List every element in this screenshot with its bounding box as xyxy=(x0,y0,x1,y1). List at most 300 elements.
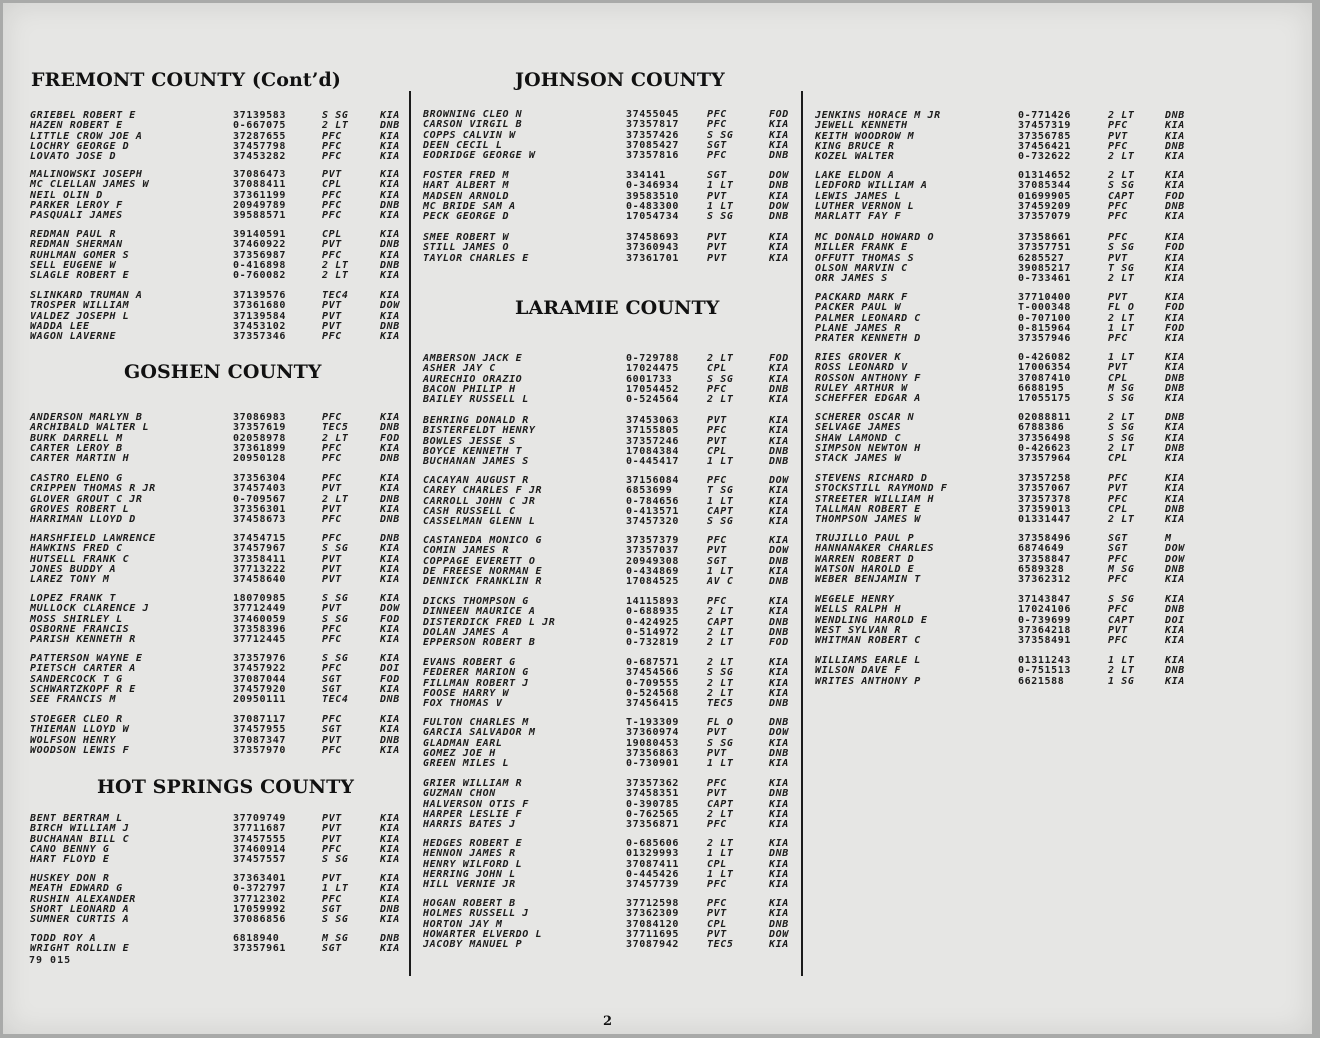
service-number: 37087347 xyxy=(233,734,286,746)
status: KIA xyxy=(1165,655,1185,666)
status: KIA xyxy=(769,505,789,517)
rank: SGT xyxy=(707,139,727,151)
rank: PFC xyxy=(1108,493,1128,505)
casualty-name: SANDERCOCK T G xyxy=(30,673,123,685)
rank: 2 LT xyxy=(1108,312,1135,324)
status: KIA xyxy=(380,574,400,585)
status: DNB xyxy=(769,445,789,457)
service-number: 0-390785 xyxy=(626,798,679,810)
service-number: 37357426 xyxy=(626,129,679,141)
service-number: 37360974 xyxy=(626,727,679,739)
rank: 2 LT xyxy=(1108,412,1135,423)
service-number: 0-760082 xyxy=(233,270,286,281)
service-number: 0-524568 xyxy=(626,687,679,699)
casualty-name: HOLMES RUSSELL J xyxy=(423,908,529,920)
service-number: 37363401 xyxy=(233,873,286,884)
rank: PFC xyxy=(1108,200,1128,212)
casualty-name: CARTER MARTIN H xyxy=(30,453,130,464)
casualty-name: EPPERSON ROBERT B xyxy=(423,637,536,648)
rank: M SG xyxy=(1108,563,1135,575)
service-number: 20949308 xyxy=(626,555,679,567)
rank: 1 LT xyxy=(1108,322,1135,334)
status: KIA xyxy=(1165,262,1185,274)
casualty-name: FOOSE HARRY W xyxy=(423,687,510,699)
rank: PFC xyxy=(322,140,342,152)
status: DNB xyxy=(1165,665,1185,677)
rank: FL O xyxy=(1108,302,1135,314)
casualty-name: PARISH KENNETH R xyxy=(30,634,136,645)
rank: PFC xyxy=(1108,553,1128,565)
casualty-name: ASHER JAY C xyxy=(423,363,496,375)
service-number: 37709749 xyxy=(233,813,286,824)
rank: TEC4 xyxy=(322,290,349,301)
casualty-name: COMIN JAMES R xyxy=(423,545,510,557)
status: KIA xyxy=(380,883,400,895)
rank: 2 LT xyxy=(707,353,734,364)
rank: PFC xyxy=(322,663,342,675)
casualty-name: GUZMAN CHON xyxy=(423,788,496,800)
service-number: 20950128 xyxy=(233,453,286,464)
status: DNB xyxy=(380,734,400,746)
status: KIA xyxy=(769,677,789,689)
status: KIA xyxy=(1165,180,1185,192)
casualty-name: LUTHER VERNON L xyxy=(815,200,915,212)
status: KIA xyxy=(380,210,400,221)
casualty-name: COPPS CALVIN W xyxy=(423,129,516,141)
casualty-name: DENNICK FRANKLIN R xyxy=(423,576,543,587)
status: DNB xyxy=(769,576,789,587)
service-number: 37357379 xyxy=(626,535,679,546)
casualty-name: OFFUTT THOMAS S xyxy=(815,252,915,264)
service-number: 0-426082 xyxy=(1018,352,1071,363)
service-number: 37356301 xyxy=(233,503,286,515)
status: KIA xyxy=(769,129,789,141)
status: DNB xyxy=(380,903,400,915)
casualty-name: PLANE JAMES R xyxy=(815,322,902,334)
service-number: 37361701 xyxy=(626,252,679,264)
service-number: 37357751 xyxy=(1018,242,1071,254)
status: DNB xyxy=(380,320,400,332)
status: DNB xyxy=(769,456,789,467)
status: DNB xyxy=(1165,412,1185,423)
status: KIA xyxy=(380,130,400,142)
service-number: 37357816 xyxy=(626,150,679,161)
status: KIA xyxy=(380,943,400,955)
service-number: 17055175 xyxy=(1018,393,1071,404)
casualty-name: STREETER WILLIAM H xyxy=(815,493,935,505)
casualty-name: MEATH EDWARD G xyxy=(30,883,123,895)
rank: PVT xyxy=(322,813,342,824)
rank: PVT xyxy=(707,788,727,800)
casualty-name: VALDEZ JOSEPH L xyxy=(30,310,130,322)
rank: PVT xyxy=(1108,130,1128,142)
casualty-name: REDMAN PAUL R xyxy=(30,229,117,240)
service-number: 0-733461 xyxy=(1018,273,1071,284)
service-number: 37456421 xyxy=(1018,140,1071,152)
rank: PVT xyxy=(1108,252,1128,264)
status: KIA xyxy=(380,873,400,884)
rank: SGT xyxy=(1108,533,1128,544)
rank: 1 LT xyxy=(1108,655,1135,666)
casualty-name: LAREZ TONY M xyxy=(30,574,110,585)
status: KIA xyxy=(769,687,789,699)
rank: AV C xyxy=(707,576,734,587)
casualty-name: KING BRUCE R xyxy=(815,140,895,152)
casualty-name: WADDA LEE xyxy=(30,320,90,332)
status: DNB xyxy=(380,199,400,211)
status: DOI xyxy=(1165,614,1185,626)
rank: 2 LT xyxy=(707,677,734,689)
casualty-name: DOLAN JAMES A xyxy=(423,626,510,638)
status: DNB xyxy=(769,211,789,222)
service-number: 0-524564 xyxy=(626,394,679,405)
rank: PVT xyxy=(707,727,727,739)
rank: PFC xyxy=(707,778,727,789)
rank: 2 LT xyxy=(322,120,349,132)
rank: PFC xyxy=(322,130,342,142)
service-number: 0-685606 xyxy=(626,838,679,849)
service-number: 37453282 xyxy=(233,151,286,162)
service-number: 37357964 xyxy=(1018,453,1071,464)
rank: T SG xyxy=(1108,262,1135,274)
rank: 2 LT xyxy=(1108,665,1135,677)
service-number: 0-815964 xyxy=(1018,322,1071,334)
service-number: 37084120 xyxy=(626,918,679,930)
column-divider-left xyxy=(409,91,411,976)
casualty-name: CAREY CHARLES F JR xyxy=(423,485,543,497)
service-number: 37357067 xyxy=(1018,483,1071,495)
rank: PFC xyxy=(707,109,727,120)
rank: 2 LT xyxy=(1108,170,1135,181)
casualty-name: WENDLING HAROLD E xyxy=(815,614,928,626)
service-number: 6818940 xyxy=(233,933,280,944)
casualty-name: SMEE ROBERT W xyxy=(423,232,510,243)
service-number: 6853699 xyxy=(626,485,673,497)
service-number: 0-751513 xyxy=(1018,665,1071,677)
status: KIA xyxy=(769,778,789,789)
casualty-name: JONES BUDDY A xyxy=(30,563,117,575)
service-number: 37087117 xyxy=(233,714,286,725)
status: KIA xyxy=(380,179,400,191)
rank: M SG xyxy=(322,933,349,944)
service-number: 0-771426 xyxy=(1018,110,1071,121)
status: KIA xyxy=(380,473,400,484)
service-number: 37356987 xyxy=(233,249,286,261)
casualty-name: SHAW LAMOND C xyxy=(815,432,902,444)
rank: PFC xyxy=(707,535,727,546)
status: KIA xyxy=(1165,432,1185,444)
status: KIA xyxy=(769,373,789,385)
service-number: 37357961 xyxy=(233,943,286,955)
status: KIA xyxy=(380,724,400,736)
service-number: 0-709567 xyxy=(233,493,286,505)
rank: CAPT xyxy=(707,616,734,628)
service-number: 37156084 xyxy=(626,475,679,486)
rank: PFC xyxy=(322,473,342,484)
status: DOW xyxy=(769,475,789,486)
service-number: 37087942 xyxy=(626,939,679,950)
service-number: 37460059 xyxy=(233,613,286,625)
service-number: 0-729788 xyxy=(626,353,679,364)
rank: CPL xyxy=(707,363,727,375)
rank: S SG xyxy=(322,110,349,121)
service-number: 0-514972 xyxy=(626,626,679,638)
status: KIA xyxy=(380,553,400,565)
rank: CPL xyxy=(322,229,342,240)
rank: CPL xyxy=(1108,503,1128,515)
status: DNB xyxy=(769,555,789,567)
casualty-name: TALLMAN ROBERT E xyxy=(815,503,921,515)
rank: S SG xyxy=(322,593,349,604)
status: KIA xyxy=(380,270,400,281)
casualty-name: GRIER WILLIAM R xyxy=(423,778,523,789)
service-number: 6688195 xyxy=(1018,382,1065,394)
rank: PFC xyxy=(322,623,342,635)
rank: 2 LT xyxy=(322,270,349,281)
service-number: 17006354 xyxy=(1018,362,1071,374)
rank: S SG xyxy=(322,653,349,664)
casualty-name: HART FLOYD E xyxy=(30,854,110,865)
status: KIA xyxy=(769,394,789,405)
service-number: 37362312 xyxy=(1018,574,1071,585)
casualty-name: WOODSON LEWIS F xyxy=(30,744,130,756)
service-number: 37457557 xyxy=(233,854,286,865)
status: DNB xyxy=(380,694,400,705)
service-number: 14115893 xyxy=(626,596,679,607)
county-heading: JOHNSON COUNTY xyxy=(515,69,725,91)
status: DNB xyxy=(380,453,400,464)
rank: PFC xyxy=(1108,211,1128,222)
rank: PVT xyxy=(322,734,342,746)
service-number: 37453102 xyxy=(233,320,286,332)
rank: PVT xyxy=(322,503,342,515)
casualty-name: FILLMAN ROBERT J xyxy=(423,677,529,689)
rank: PVT xyxy=(707,435,727,447)
status: KIA xyxy=(380,169,400,180)
service-number: 37087411 xyxy=(626,858,679,870)
casualty-name: TROSPER WILLIAM xyxy=(30,300,130,312)
service-number: 20949789 xyxy=(233,199,286,211)
rank: 2 LT xyxy=(322,259,349,271)
casualty-name: LOCHRY GEORGE D xyxy=(30,140,130,152)
service-number: 0-445417 xyxy=(626,456,679,467)
rank: CAPT xyxy=(707,505,734,517)
status: KIA xyxy=(1165,352,1185,363)
rank: 2 LT xyxy=(707,637,734,648)
status: DNB xyxy=(1165,110,1185,121)
status: KIA xyxy=(1165,483,1185,495)
service-number: 0-424925 xyxy=(626,616,679,628)
service-number: 39588571 xyxy=(233,210,286,221)
rank: S SG xyxy=(707,516,734,527)
service-number: 37287655 xyxy=(233,130,286,142)
status: KIA xyxy=(380,843,400,855)
status: KIA xyxy=(380,331,400,342)
casualty-name: TODD ROY A xyxy=(30,933,97,944)
status: KIA xyxy=(1165,624,1185,636)
rank: PFC xyxy=(707,475,727,486)
casualty-name: WILLIAMS EARLE L xyxy=(815,655,921,666)
status: KIA xyxy=(769,657,789,668)
casualty-name: HOWARTER ELVERDO L xyxy=(423,928,543,940)
casualty-name: SCHERER OSCAR N xyxy=(815,412,915,423)
rank: PVT xyxy=(707,232,727,243)
service-number: 37457403 xyxy=(233,483,286,495)
service-number: 0-707100 xyxy=(1018,312,1071,324)
service-number: 37458351 xyxy=(626,788,679,800)
service-number: 37358491 xyxy=(1018,635,1071,646)
status: KIA xyxy=(1165,362,1185,374)
casualty-name: OSBORNE FRANCIS xyxy=(30,623,130,635)
status: FOD xyxy=(1165,302,1185,314)
casualty-name: MC BRIDE SAM A xyxy=(423,200,516,212)
casualty-name: CRIPPEN THOMAS R JR xyxy=(30,483,156,495)
service-number: 17024475 xyxy=(626,363,679,375)
county-heading: HOT SPRINGS COUNTY xyxy=(97,776,354,798)
status: KIA xyxy=(380,249,400,261)
rank: PVT xyxy=(322,563,342,575)
status: KIA xyxy=(769,516,789,527)
service-number: 37460922 xyxy=(233,239,286,251)
rank: PVT xyxy=(707,545,727,557)
status: FOD xyxy=(380,613,400,625)
casualty-name: WHITMAN ROBERT C xyxy=(815,635,921,646)
rank: 1 LT xyxy=(322,883,349,895)
rank: PVT xyxy=(1108,362,1128,374)
service-number: 0-739699 xyxy=(1018,614,1071,626)
rank: PVT xyxy=(322,320,342,332)
service-number: 37088411 xyxy=(233,179,286,191)
service-number: 01331447 xyxy=(1018,514,1071,525)
status: KIA xyxy=(769,119,789,131)
rank: PFC xyxy=(1108,140,1128,152)
casualty-name: WRIGHT ROLLIN E xyxy=(30,943,130,955)
status: DNB xyxy=(380,120,400,132)
rank: 1 SG xyxy=(1108,675,1135,687)
casualty-name: SLINKARD TRUMAN A xyxy=(30,290,143,301)
status: KIA xyxy=(1165,292,1185,303)
service-number: 37457319 xyxy=(1018,120,1071,132)
rank: SGT xyxy=(322,673,342,685)
casualty-name: WOLFSON HENRY xyxy=(30,734,117,746)
status: KIA xyxy=(769,798,789,810)
rank: 2 LT xyxy=(707,687,734,699)
casualty-name: PACKARD MARK F xyxy=(815,292,908,303)
status: DOW xyxy=(769,928,789,940)
rank: PFC xyxy=(1108,333,1128,344)
casualty-name: PARKER LEROY F xyxy=(30,199,123,211)
casualty-name: TAYLOR CHARLES E xyxy=(423,252,529,264)
rank: M SG xyxy=(1108,382,1135,394)
rank: 2 LT xyxy=(1108,151,1135,162)
status: KIA xyxy=(769,879,789,890)
casualty-name: DEEN CECIL L xyxy=(423,139,503,151)
status: KIA xyxy=(769,190,789,202)
status: DNB xyxy=(380,514,400,525)
status: KIA xyxy=(769,819,789,830)
service-number: 0-730901 xyxy=(626,758,679,769)
service-number: 39583510 xyxy=(626,190,679,202)
casualty-name: HILL VERNIE JR xyxy=(423,879,516,890)
status: DOW xyxy=(1165,553,1185,565)
service-number: 37358496 xyxy=(1018,533,1071,544)
service-number: 37360943 xyxy=(626,242,679,254)
casualty-name: BISTERFELDT HENRY xyxy=(423,425,536,437)
rank: PFC xyxy=(322,412,342,423)
rank: PVT xyxy=(707,928,727,940)
status: KIA xyxy=(1165,211,1185,222)
status: DNB xyxy=(769,717,789,728)
rank: PFC xyxy=(322,533,342,544)
rank: CAPT xyxy=(1108,190,1135,202)
status: DNB xyxy=(769,698,789,709)
status: KIA xyxy=(769,898,789,909)
rank: PFC xyxy=(1108,120,1128,132)
service-number: 37139583 xyxy=(233,110,286,121)
status: KIA xyxy=(769,139,789,151)
service-number: 02058978 xyxy=(233,432,286,444)
casualty-name: MALINOWSKI JOSEPH xyxy=(30,169,143,180)
casualty-name: RULEY ARTHUR W xyxy=(815,382,908,394)
casualty-name: BURK DARRELL M xyxy=(30,432,123,444)
casualty-name: MADSEN ARNOLD xyxy=(423,190,510,202)
status: KIA xyxy=(380,653,400,664)
status: KIA xyxy=(769,939,789,950)
status: KIA xyxy=(1165,493,1185,505)
casualty-name: BROWNING CLEO N xyxy=(423,109,523,120)
casualty-name: HARRIS BATES J xyxy=(423,819,516,830)
footer-code: 79 015 xyxy=(29,955,72,966)
rank: PFC xyxy=(707,819,727,830)
status: KIA xyxy=(380,229,400,240)
rank: PFC xyxy=(322,249,342,261)
status: KIA xyxy=(769,425,789,437)
rank: S SG xyxy=(707,667,734,679)
casualty-name: HALVERSON OTIS F xyxy=(423,798,529,810)
rank: 1 LT xyxy=(1108,352,1135,363)
rank: PFC xyxy=(322,843,342,855)
service-number: 18070985 xyxy=(233,593,286,604)
rank: PVT xyxy=(1108,483,1128,495)
rank: 2 LT xyxy=(707,626,734,638)
casualty-name: AURECHIO ORAZIO xyxy=(423,373,523,385)
status: KIA xyxy=(769,495,789,507)
status: KIA xyxy=(769,565,789,577)
casualty-name: WEGELE HENRY xyxy=(815,594,895,605)
status: DOW xyxy=(1165,543,1185,555)
casualty-name: MARLATT FAY F xyxy=(815,211,902,222)
status: DNB xyxy=(769,616,789,628)
service-number: 37357817 xyxy=(626,119,679,131)
casualty-name: KOZEL WALTER xyxy=(815,151,895,162)
casualty-name: STOCKSTILL RAYMOND F xyxy=(815,483,948,495)
rank: T SG xyxy=(707,485,734,497)
rank: PVT xyxy=(1108,292,1128,303)
rank: PFC xyxy=(1108,574,1128,585)
rank: S SG xyxy=(707,211,734,222)
casualty-name: SLAGLE ROBERT E xyxy=(30,270,130,281)
casualty-name: WEBER BENJAMIN T xyxy=(815,574,921,585)
service-number: 6621588 xyxy=(1018,675,1065,687)
casualty-name: BOWLES JESSE S xyxy=(423,435,516,447)
status: FOD xyxy=(1165,190,1185,202)
rank: 2 LT xyxy=(322,493,349,505)
casualty-name: SCHWARTZKOPF R E xyxy=(30,683,136,695)
casualty-name: SEE FRANCIS M xyxy=(30,694,117,705)
service-number: 37356304 xyxy=(233,473,286,484)
rank: PFC xyxy=(707,150,727,161)
service-number: 37361680 xyxy=(233,300,286,312)
